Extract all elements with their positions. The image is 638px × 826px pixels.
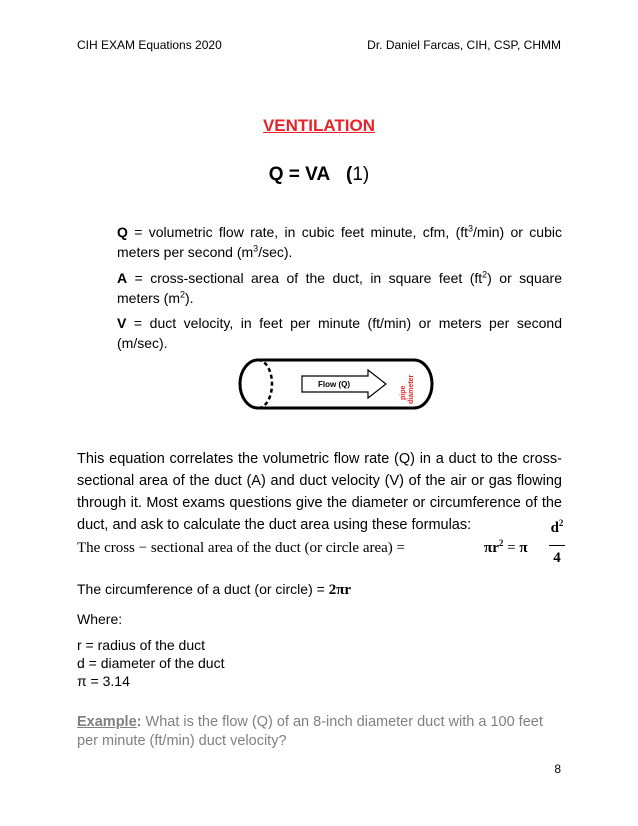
page-number: 8 [554,762,561,776]
def-q-text2: /min) or cubic meters per second (m [117,224,562,260]
area-formula-pi: π [519,540,528,556]
equation-paren-open: ( [346,164,353,185]
duct-diagram [236,358,436,410]
header-left: CIH EXAM Equations 2020 [77,38,222,52]
pipe-label-2: diameter [408,374,415,404]
section-title: VENTILATION [262,116,376,135]
equation-paren-close: ) [362,164,370,185]
def-q-text1: = volumetric flow rate, in cubic feet minute, cfm, (ft [127,224,469,240]
area-formula-exp: 2 [498,538,504,548]
def-a-text2: ) or square meters (m [117,270,562,306]
example-block [77,713,567,751]
definition-v [117,313,562,353]
var-d: d = diameter of the duct [77,655,225,671]
example-text: What is the flow (Q) of an 8-inch diameter duct with a 100 feet per minute (ft/min) duct velocity? [77,714,543,749]
main-equation [0,164,638,186]
area-formula-text: The cross − sectional area of the duct (or circle area) = [77,540,406,556]
def-v-text1: = duct velocity, in feet per minute (ft/min) or meters per second (m/sec). [117,315,562,351]
def-q-text3: /sec). [258,244,293,260]
var-pi: π = 3.14 [77,673,130,689]
area-fraction-exp: 2 [558,518,564,528]
equation-body: Q = VA [268,164,331,185]
def-q-symbol: Q [117,224,128,240]
def-a-text1: = cross-sectional area of the duct, in square feet (ft [127,270,483,286]
area-fraction-den: 4 [553,550,561,566]
body-paragraph: This equation correlates the volumetric flow rate (Q) in a duct to the cross-sectional area of the duct (A) and duct velocity (V) of the air or gas flowing through it. Most exams questions give the diameter or circumference of the duct, and ask to calculate the duct area using these formulas: [77,451,562,533]
circumference-formula [77,581,351,599]
equation-number: 1 [352,164,363,185]
example-colon: : [136,714,142,730]
def-a-text3: ). [185,290,194,306]
definition-a [117,268,562,308]
def-v-symbol: V [117,315,127,331]
definition-q [117,222,562,262]
area-fraction-d: d [550,520,559,536]
flow-label: Flow (Q) [318,380,350,389]
pipe-label-1: pipe [400,385,407,400]
area-formula-pir2 [484,540,528,557]
example-label: Example [77,714,137,730]
def-a-sup2: 2 [180,289,186,300]
header-right: Dr. Daniel Farcas, CIH, CSP, CHMM [367,38,561,52]
duct-hidden-edge [258,360,272,408]
where-label: Where: [77,611,123,627]
area-formula-eq: = [503,540,520,556]
circ-formula-value: 2πr [328,582,352,598]
circ-formula-text: The circumference of a duct (or circle) = [77,581,329,597]
def-a-symbol: A [117,270,128,286]
def-a-sup1: 2 [482,269,488,280]
fraction-bar [549,545,565,546]
def-q-sup2: 3 [253,243,259,254]
area-formula-pir: πr [484,540,499,556]
area-fraction-num [548,520,566,537]
def-q-sup1: 3 [468,223,474,234]
var-r: r = radius of the duct [77,637,206,653]
